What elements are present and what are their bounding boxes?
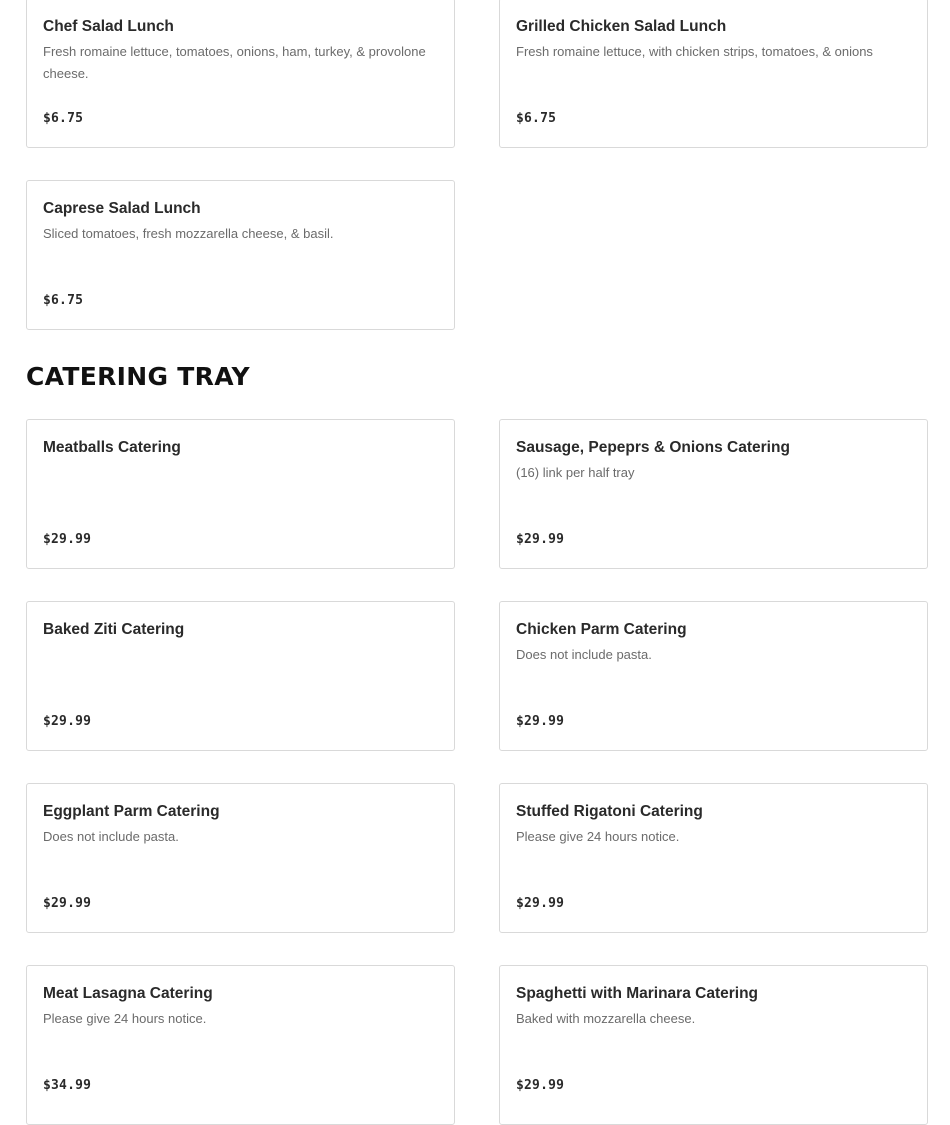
menu-item-card[interactable] [26, 783, 455, 933]
menu-item-card[interactable] [26, 180, 455, 330]
menu-item-name: Caprese Salad Lunch [43, 200, 201, 217]
menu-item-price: $6.75 [43, 111, 84, 126]
menu-item-card[interactable] [499, 419, 928, 569]
menu-item-name: Meat Lasagna Catering [43, 985, 213, 1002]
menu-item-name: Grilled Chicken Salad Lunch [516, 18, 727, 35]
menu-item-name: Sausage, Pepeprs & Onions Catering [516, 439, 790, 456]
menu-item-description: Baked with mozzarella cheese. [516, 1011, 696, 1026]
menu-item-description: Please give 24 hours notice. [516, 829, 680, 844]
menu-item-card[interactable] [26, 965, 455, 1125]
menu-item-description: Fresh romaine lettuce, with chicken strips, tomatoes, & onions [516, 44, 873, 59]
menu-item-price: $29.99 [43, 714, 92, 729]
menu-item-name: Baked Ziti Catering [43, 621, 185, 638]
menu-item-card[interactable] [499, 601, 928, 751]
menu-item-name: Eggplant Parm Catering [43, 803, 220, 820]
menu-item-description: Does not include pasta. [516, 647, 652, 662]
menu-item-price: $29.99 [516, 532, 565, 547]
menu-item-name: Chicken Parm Catering [516, 621, 687, 638]
menu-item-description: Sliced tomatoes, fresh mozzarella cheese, & basil. [43, 226, 334, 241]
menu-item-description: Fresh romaine lettuce, tomatoes, onions, ham, turkey, & provolone cheese. [43, 44, 426, 81]
menu-item-price: $29.99 [43, 896, 92, 911]
menu-item-name: Meatballs Catering [43, 439, 181, 456]
menu-item-price: $29.99 [43, 532, 92, 547]
menu-item-card[interactable] [26, 601, 455, 751]
menu-item-name: Stuffed Rigatoni Catering [516, 803, 703, 820]
menu-item-name: Spaghetti with Marinara Catering [516, 985, 759, 1002]
menu-item-price: $6.75 [516, 111, 557, 126]
catering-menu-grid [26, 419, 928, 1125]
menu-item-price: $29.99 [516, 1078, 565, 1093]
menu-item-description: (16) link per half tray [516, 465, 635, 480]
menu-item-card[interactable] [26, 0, 455, 148]
menu-item-card[interactable] [26, 419, 455, 569]
menu-item-price: $29.99 [516, 714, 565, 729]
menu-item-price: $29.99 [516, 896, 565, 911]
salad-menu-grid [26, 0, 928, 330]
menu-item-card[interactable] [499, 965, 928, 1125]
menu-item-description: Does not include pasta. [43, 829, 179, 844]
section-title-catering-tray: CATERING TRAY [26, 362, 250, 391]
menu-item-price: $34.99 [43, 1078, 92, 1093]
menu-item-description: Please give 24 hours notice. [43, 1011, 207, 1026]
menu-item-card[interactable] [499, 783, 928, 933]
menu-item-name: Chef Salad Lunch [43, 18, 174, 35]
menu-item-price: $6.75 [43, 293, 84, 308]
menu-item-card[interactable] [499, 0, 928, 148]
